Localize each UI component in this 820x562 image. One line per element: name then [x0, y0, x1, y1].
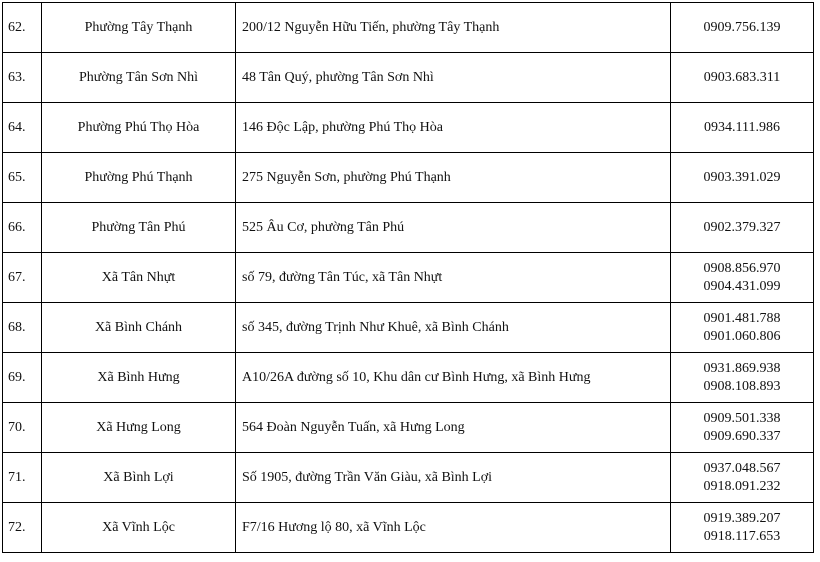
address-cell: 564 Đoàn Nguyễn Tuấn, xã Hưng Long	[236, 403, 671, 453]
table-row	[3, 53, 814, 103]
row-number-cell: 68.	[3, 303, 42, 353]
address-cell: F7/16 Hương lộ 80, xã Vĩnh Lộc	[236, 503, 671, 553]
phone-number: 0909.501.338	[703, 410, 781, 426]
table-row	[3, 253, 814, 303]
ward-name-cell: Xã Bình Lợi	[42, 453, 236, 503]
ward-name-cell: Phường Tân Phú	[42, 203, 236, 253]
row-number-cell: 65.	[3, 153, 42, 203]
phone-number: 0902.379.327	[703, 219, 781, 235]
phone-number: 0904.431.099	[703, 278, 781, 294]
address-cell: Số 1905, đường Trần Văn Giàu, xã Bình Lợi	[236, 453, 671, 503]
row-number-cell: 71.	[3, 453, 42, 503]
row-number-cell: 66.	[3, 203, 42, 253]
ward-name-cell: Phường Phú Thạnh	[42, 153, 236, 203]
directory-table	[2, 2, 814, 553]
phone-number: 0909.756.139	[703, 19, 781, 35]
table-row	[3, 403, 814, 453]
phone-cell	[671, 303, 814, 353]
row-number-cell: 72.	[3, 503, 42, 553]
address-cell: số 79, đường Tân Túc, xã Tân Nhựt	[236, 253, 671, 303]
phone-number: 0931.869.938	[703, 360, 781, 376]
phone-number: 0918.117.653	[703, 528, 781, 544]
phone-number: 0903.683.311	[703, 69, 781, 85]
row-number-cell: 62.	[3, 3, 42, 53]
address-cell: 275 Nguyễn Sơn, phường Phú Thạnh	[236, 153, 671, 203]
phone-cell	[671, 203, 814, 253]
table-row	[3, 203, 814, 253]
table-row	[3, 453, 814, 503]
phone-number: 0937.048.567	[703, 460, 781, 476]
phone-number: 0901.060.806	[703, 328, 781, 344]
ward-name-cell: Phường Tây Thạnh	[42, 3, 236, 53]
phone-cell	[671, 153, 814, 203]
row-number-cell: 64.	[3, 103, 42, 153]
phone-cell	[671, 253, 814, 303]
phone-cell	[671, 53, 814, 103]
ward-name-cell: Xã Vĩnh Lộc	[42, 503, 236, 553]
phone-number: 0934.111.986	[704, 119, 780, 135]
phone-number: 0908.856.970	[703, 260, 781, 276]
address-cell: 48 Tân Quý, phường Tân Sơn Nhì	[236, 53, 671, 103]
ward-name-cell: Xã Bình Chánh	[42, 303, 236, 353]
row-number-cell: 67.	[3, 253, 42, 303]
table-body	[3, 3, 814, 553]
ward-name-cell: Xã Bình Hưng	[42, 353, 236, 403]
address-cell: số 345, đường Trịnh Như Khuê, xã Bình Chánh	[236, 303, 671, 353]
ward-name-cell: Xã Hưng Long	[42, 403, 236, 453]
table-row	[3, 303, 814, 353]
table-row	[3, 353, 814, 403]
phone-cell	[671, 403, 814, 453]
phone-number: 0918.091.232	[703, 478, 781, 494]
table-row	[3, 103, 814, 153]
address-cell: 525 Âu Cơ, phường Tân Phú	[236, 203, 671, 253]
ward-name-cell: Xã Tân Nhựt	[42, 253, 236, 303]
phone-cell	[671, 503, 814, 553]
row-number-cell: 69.	[3, 353, 42, 403]
phone-cell	[671, 353, 814, 403]
ward-name-cell: Phường Phú Thọ Hòa	[42, 103, 236, 153]
table-row	[3, 3, 814, 53]
phone-number: 0908.108.893	[703, 378, 781, 394]
ward-name-cell: Phường Tân Sơn Nhì	[42, 53, 236, 103]
phone-number: 0903.391.029	[703, 169, 781, 185]
phone-cell	[671, 103, 814, 153]
address-cell: 146 Độc Lập, phường Phú Thọ Hòa	[236, 103, 671, 153]
phone-number: 0909.690.337	[703, 428, 781, 444]
address-cell: A10/26A đường số 10, Khu dân cư Bình Hưng, xã Bình Hưng	[236, 353, 671, 403]
row-number-cell: 63.	[3, 53, 42, 103]
row-number-cell: 70.	[3, 403, 42, 453]
phone-number: 0901.481.788	[703, 310, 781, 326]
phone-cell	[671, 453, 814, 503]
phone-number: 0919.389.207	[703, 510, 781, 526]
phone-cell	[671, 3, 814, 53]
table-row	[3, 503, 814, 553]
address-cell: 200/12 Nguyễn Hữu Tiến, phường Tây Thạnh	[236, 3, 671, 53]
table-row	[3, 153, 814, 203]
